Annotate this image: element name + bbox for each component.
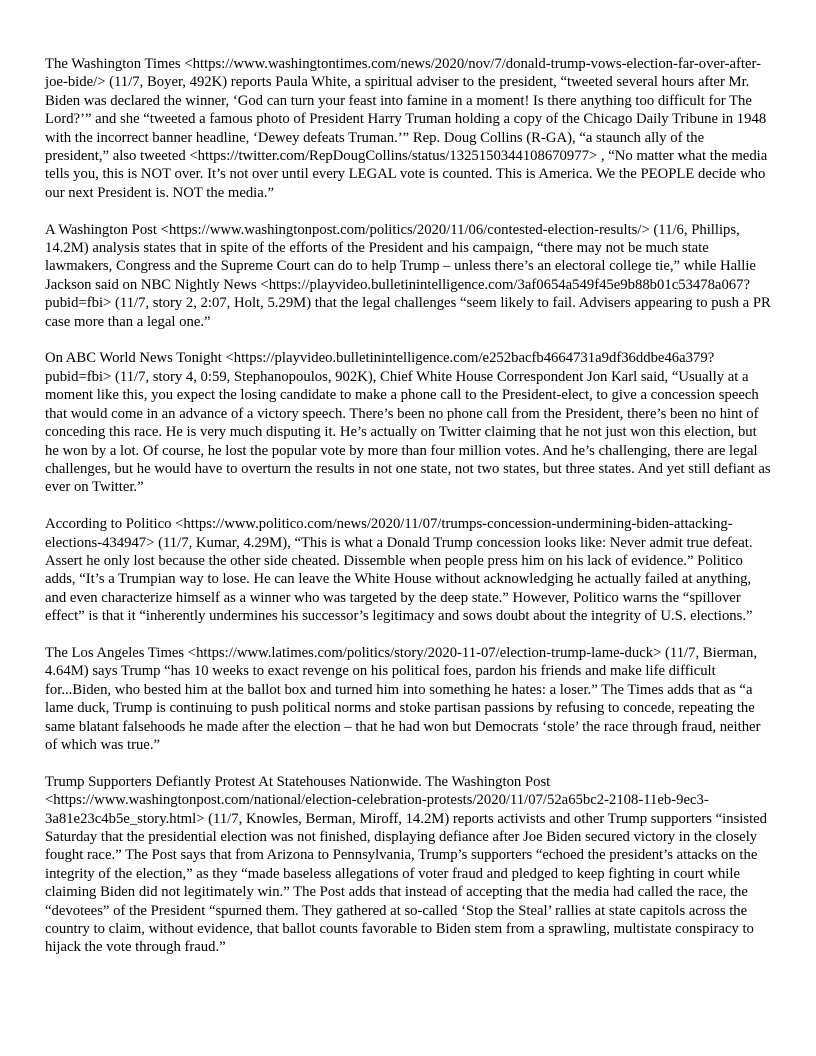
document-page (45, 55, 771, 975)
paragraph-trump-supporters-protest: Trump Supporters Defiantly Protest At Statehouses Nationwide. The Washington Post <https://www.washingtonpost.com/national/election-celebration-protests/2020/11/07/52a65bc2-2108-11eb-9ec3-3a81e23c4b5e_story.html> (11/7, Knowles, Berman, Miroff, 14.2M) reports activists and other Trump supporters “insisted Saturday that the presidential election was not finished, displaying defiance after Joe Biden secured victory in the closely fought race.” The Post says that from Arizona to Pennsylvania, Trump’s supporters “echoed the president’s attacks on the integrity of the election,” as they “made baseless allegations of voter fraud and pledged to keep fighting in court while claiming Biden did not legitimately win.” The Post adds that instead of accepting that the media had called the race, the “devotees” of the President “spurned them. They gathered at so-called ‘Stop the Steal’ rallies at state capitols across the country to claim, without evidence, that ballot counts favorable to Biden stem from a sprawling, multistate conspiracy to hijack the vote through fraud.” (45, 773, 768, 956)
paragraph-washington-times: The Washington Times <https://www.washingtontimes.com/news/2020/nov/7/donald-trump-vows-election-far-over-after-joe-bide/> (11/7, Boyer, 492K) reports Paula White, a spiritual adviser to the president, “tweeted several hours after Mr. Biden was declared the winner, ‘God can turn your feast into famine in a moment! Is there anything too difficult for The Lord?’” and she “tweeted a famous photo of President Harry Truman holding a copy of the Chicago Daily Tribune in 1948 with the incorrect banner headline, ‘Dewey defeats Truman.’” Rep. Doug Collins (R-GA), “a staunch ally of the president,” also tweeted <https://twitter.com/RepDougCollins/status/1325150344108670977> , “No matter what the media tells you, this is NOT over. It’s not over until every LEGAL vote is counted. This is America. We the PEOPLE decide who our next President is. NOT the media.” (45, 56, 768, 201)
paragraph-abc-world-news: On ABC World News Tonight <https://playvideo.bulletinintelligence.com/e252bacfb4664731a9df36ddbe46a379?pubid=fbi> (11/7, story 4, 0:59, Stephanopoulos, 902K), Chief White House Correspondent Jon Karl said, “Usually at a moment like this, you expect the losing candidate to make a phone call to the President-elect, to give a concession speech that would come in an advance of a victory speech. There’s been no phone call from the President, there’s been no hint of conceding this race. He is very much disputing it. He’s actually on Twitter claiming that he not just won this election, but he won by a lot. Of course, he lost the popular vote by more than four million votes. And he’s challenging, there are legal challenges, but he would have to overturn the results in not one state, not two states, but three states. And yet still defiant as ever on Twitter.” (45, 350, 771, 496)
paragraph-politico: According to Politico <https://www.politico.com/news/2020/11/07/trumps-concession-undermining-biden-attacking-elections-434947> (11/7, Kumar, 4.29M), “This is what a Donald Trump concession looks like: Never admit true defeat. Assert he only lost because the other side cheated. Dissemble when people press him on his lack of evidence.” Politico adds, “It’s a Trumpian way to lose. He can leave the White House without acknowledging he actually failed at anything, and even characterize himself as a winner who was targeted by the deep state.” However, Politico warns the “spillover effect” is that it “inherently undermines his successor’s legitimacy and sows doubt about the integrity of U.S. elections.” (45, 516, 753, 625)
paragraph-los-angeles-times: The Los Angeles Times <https://www.latimes.com/politics/story/2020-11-07/election-trump-lame-duck> (11/7, Bierman, 4.64M) says Trump “has 10 weeks to exact revenge on his political foes, pardon his friends and make life difficult for...Biden, who bested him at the ballot box and turned him into something he hates: a loser.” The Times adds that as “a lame duck, Trump is continuing to push political norms and stoke partisan passions by refusing to concede, repeating the same blatant falsehoods he made after the election – that he had won but Democrats ‘stole’ the race through fraud, neither of which was true.” (45, 644, 761, 753)
paragraph-washington-post-analysis: A Washington Post <https://www.washingtonpost.com/politics/2020/11/06/contested-election-results/> (11/6, Phillips, 14.2M) analysis states that in spite of the efforts of the President and his campaign, “there may not be much state lawmakers, Congress and the Supreme Court can do to help Trump – unless there’s an electoral college tie,” while Hallie Jackson said on NBC Nightly News <https://playvideo.bulletinintelligence.com/3af0654a549f45e9b88b01c53478a067?pubid=fbi> (11/7, story 2, 2:07, Holt, 5.29M) that the legal challenges “seem likely to fail. Advisers appearing to push a PR case more than a legal one.” (45, 221, 771, 330)
